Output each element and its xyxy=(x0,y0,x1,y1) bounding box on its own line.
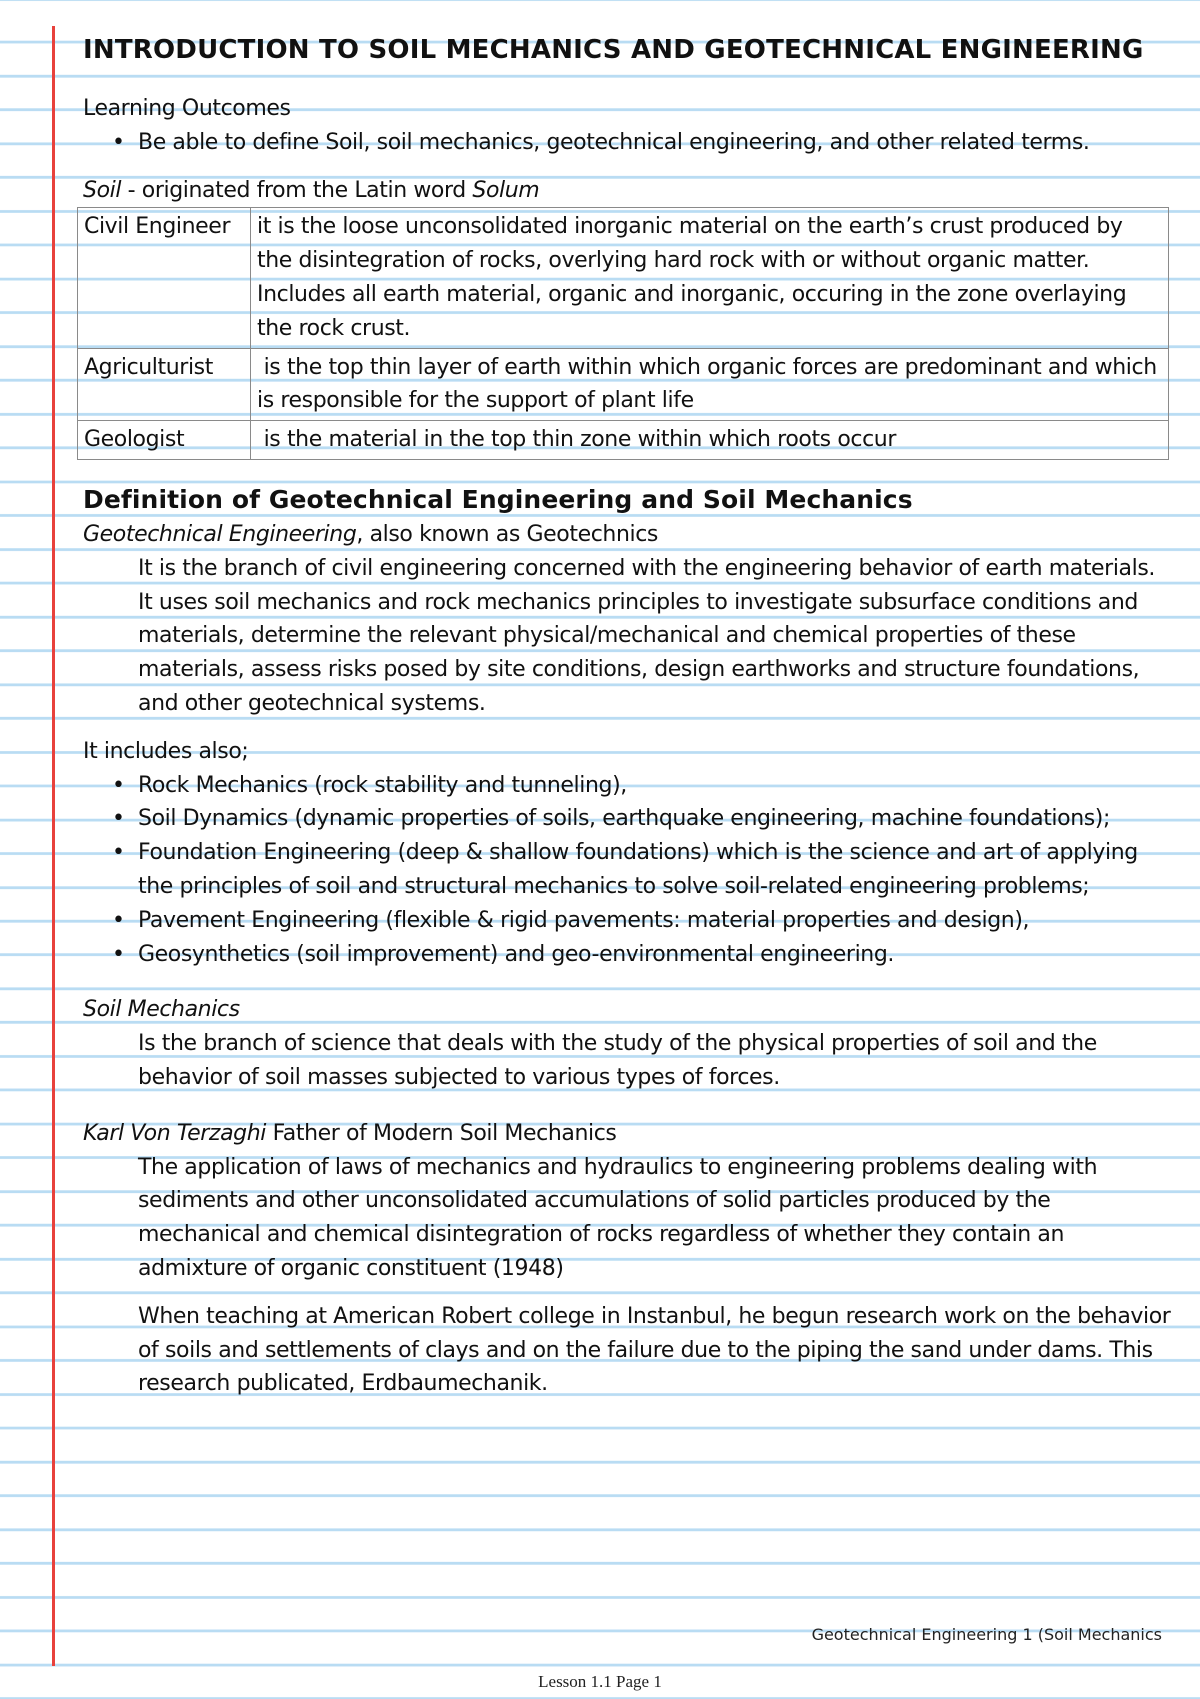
soil-mechanics-term: Soil Mechanics xyxy=(83,997,240,1023)
page-title: INTRODUCTION TO SOIL MECHANICS AND GEOTECHNICAL ENGINEERING xyxy=(83,35,1144,65)
terzaghi-story: When teaching at American Robert college in Instanbul, he begun research work on the behavior of soils and settlements of clays and on the failure due to the piping the sand under dams. This research publicated, Erdbaumechanik. xyxy=(138,1303,1171,1397)
table-cell-definition xyxy=(251,348,1169,421)
table-cell-role: Agriculturist xyxy=(78,348,251,421)
table-cell-role: Civil Engineer xyxy=(78,208,251,348)
soil-definitions-table xyxy=(77,207,1169,460)
definition-line: it is the loose unconsolidated inorganic material on the earth’s crust produced by the disintegration of rocks, overlying hard rock with or without organic matter. xyxy=(257,214,1123,274)
table-cell-role: Geologist xyxy=(78,421,251,460)
geotech-term-line xyxy=(83,518,1173,552)
learning-outcomes-list xyxy=(83,126,1173,160)
page-content xyxy=(83,30,1173,1401)
includes-label: It includes also; xyxy=(83,738,249,764)
terzaghi-line xyxy=(83,1117,1173,1151)
table-row xyxy=(78,421,1169,460)
table-row xyxy=(78,208,1169,348)
soil-term: Soil xyxy=(83,177,122,203)
learning-outcome-item: • Be able to define Soil, soil mechanics, geotechnical engineering, and other related terms. xyxy=(138,126,1173,160)
table-cell-definition xyxy=(251,208,1169,348)
definition-heading: Definition of Geotechnical Engineering and Soil Mechanics xyxy=(83,484,913,514)
soil-mechanics-body: Is the branch of science that deals with the study of the physical properties of soil and the behavior of soil masses subjected to various types of forces. xyxy=(138,1031,1097,1090)
soil-origin xyxy=(83,174,1173,208)
footer-page-number: Lesson 1.1 Page 1 xyxy=(538,1672,662,1691)
soil-origin-text: - originated from the Latin word xyxy=(121,177,473,203)
soil-latin-word: Solum xyxy=(472,177,540,203)
footer-course: Geotechnical Engineering 1 (Soil Mechanics xyxy=(811,1625,1162,1644)
definition-line: Includes all earth material, organic and inorganic, occuring in the zone overlaying the rock crust. xyxy=(257,281,1127,341)
list-item: • Soil Dynamics (dynamic properties of soils, earthquake engineering, machine foundations); xyxy=(138,802,1173,836)
table-row xyxy=(78,348,1169,421)
includes-list xyxy=(83,769,1173,972)
list-item: • Foundation Engineering (deep & shallow foundations) which is the science and art of applying the principles of soil and structural mechanics to solve soil-related engineering problems; xyxy=(138,836,1173,904)
list-item: • Pavement Engineering (flexible & rigid pavements: material properties and design), xyxy=(138,904,1173,938)
learning-outcomes-heading: Learning Outcomes xyxy=(83,96,291,121)
geotech-aka: , also known as Geotechnics xyxy=(356,521,658,547)
definition-line: is the material in the top thin zone within which roots occur xyxy=(257,427,896,453)
terzaghi-title: Father of Modern Soil Mechanics xyxy=(265,1120,617,1146)
list-item: • Rock Mechanics (rock stability and tunneling), xyxy=(138,769,1173,803)
terzaghi-quote: The application of laws of mechanics and hydraulics to engineering problems dealing with sediments and other unconsolidated accumulations of solid particles produced by the mechanical and chemical disintegration of rocks regardless of whether they contain an admixture of organic constituent (1948) xyxy=(138,1154,1098,1281)
definition-line: is the top thin layer of earth within which organic forces are predominant and which is responsible for the support of plant life xyxy=(257,354,1164,414)
geotech-body: It is the branch of civil engineering concerned with the engineering behavior of earth materials. It uses soil mechanics and rock mechanics principles to investigate subsurface conditions and materials, determine the relevant physical/mechanical and chemical properties of these materials, assess risks posed by site conditions, design earthworks and structure foundations, and other geotechnical systems. xyxy=(138,555,1155,716)
table-cell-definition xyxy=(251,421,1169,460)
geotech-term: Geotechnical Engineering xyxy=(83,521,357,547)
terzaghi-name: Karl Von Terzaghi xyxy=(83,1120,266,1146)
notebook-margin-line xyxy=(52,26,55,1666)
learning-outcomes xyxy=(83,92,1173,160)
list-item: • Geosynthetics (soil improvement) and geo-environmental engineering. xyxy=(138,938,1173,972)
